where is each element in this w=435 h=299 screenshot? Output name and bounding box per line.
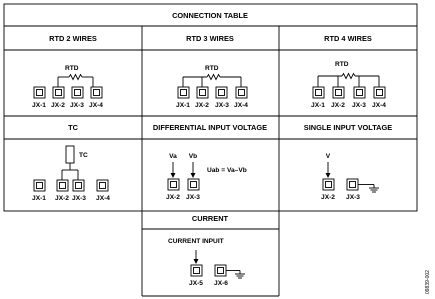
single-input: V <box>325 153 331 160</box>
rtd4-terminal-label-2: JX-2 <box>331 102 345 109</box>
ground-icon <box>358 185 379 193</box>
current-diagram <box>168 238 245 287</box>
rtd3-resistor <box>207 75 220 80</box>
differential-input-b: Vb <box>188 153 198 160</box>
tc-header: TC <box>68 123 78 132</box>
differential-equation: Uab = Va–Vb <box>207 167 247 174</box>
current-subtitle: CURRENT INPUIT <box>168 238 224 245</box>
rtd2-resistor-label: RTD <box>65 65 79 72</box>
rtd4-terminal-label-1: JX-1 <box>311 102 325 109</box>
single-terminal-label-1: JX-2 <box>321 194 335 201</box>
tc-terminal-label-3: JX-3 <box>72 195 86 202</box>
arrow-down-icon <box>191 173 196 178</box>
rtd4-header: RTD 4 WIRES <box>324 34 372 43</box>
differential-diagram <box>166 153 247 201</box>
current-terminal-label-2: JX-6 <box>214 280 228 287</box>
figure-id: 09839-002 <box>425 270 431 294</box>
rtd4-diagram <box>311 61 386 109</box>
rtd3-terminal-label-3: JX-3 <box>215 102 229 109</box>
differential-input-a: Va <box>169 153 177 160</box>
tc-terminal-label-2: JX-2 <box>55 195 69 202</box>
rtd3-terminal-label-1: JX-1 <box>176 102 190 109</box>
arrow-down-icon <box>194 259 199 264</box>
rtd3-header: RTD 3 WIRES <box>186 34 234 43</box>
single-header: SINGLE INPUT VOLTAGE <box>303 123 393 132</box>
rtd3-diagram <box>176 65 248 109</box>
current-header: CURRENT <box>191 214 229 223</box>
differential-header: DIFFERENTIAL INPUT VOLTAGE <box>152 123 268 132</box>
rtd3-resistor-label: RTD <box>205 65 219 72</box>
rtd2-diagram <box>32 65 103 109</box>
tc-sensor-label: TC <box>79 152 88 159</box>
rtd2-header: RTD 2 WIRES <box>49 34 97 43</box>
arrow-down-icon <box>326 173 331 178</box>
rtd3-terminal-label-2: JX-2 <box>195 102 209 109</box>
rtd3-terminal-label-4: JX-4 <box>234 102 248 109</box>
differential-terminal-label-1: JX-2 <box>166 194 180 201</box>
tc-terminal-label-4: JX-4 <box>96 195 110 202</box>
table-title: CONNECTION TABLE <box>172 11 248 20</box>
current-terminal-label-1: JX-5 <box>189 280 203 287</box>
tc-sensor <box>66 146 74 163</box>
rtd4-terminal-label-3: JX-3 <box>352 102 366 109</box>
arrow-down-icon <box>171 173 176 178</box>
rtd2-terminal-label-1: JX-1 <box>32 102 46 109</box>
tc-diagram <box>32 146 110 202</box>
ground-icon <box>226 271 245 279</box>
tc-terminal-label-1: JX-1 <box>32 195 46 202</box>
differential-terminal-label-2: JX-3 <box>186 194 200 201</box>
rtd4-resistor-label: RTD <box>335 61 349 68</box>
rtd4-resistor <box>342 74 355 79</box>
rtd2-terminal-label-3: JX-3 <box>70 102 84 109</box>
rtd2-terminal-label-4: JX-4 <box>89 102 103 109</box>
rtd4-terminal-label-4: JX-4 <box>372 102 386 109</box>
rtd2-terminal-label-2: JX-2 <box>51 102 65 109</box>
rtd2-resistor <box>69 75 82 80</box>
single-diagram <box>321 153 379 201</box>
single-terminal-label-2: JX-3 <box>346 194 360 201</box>
